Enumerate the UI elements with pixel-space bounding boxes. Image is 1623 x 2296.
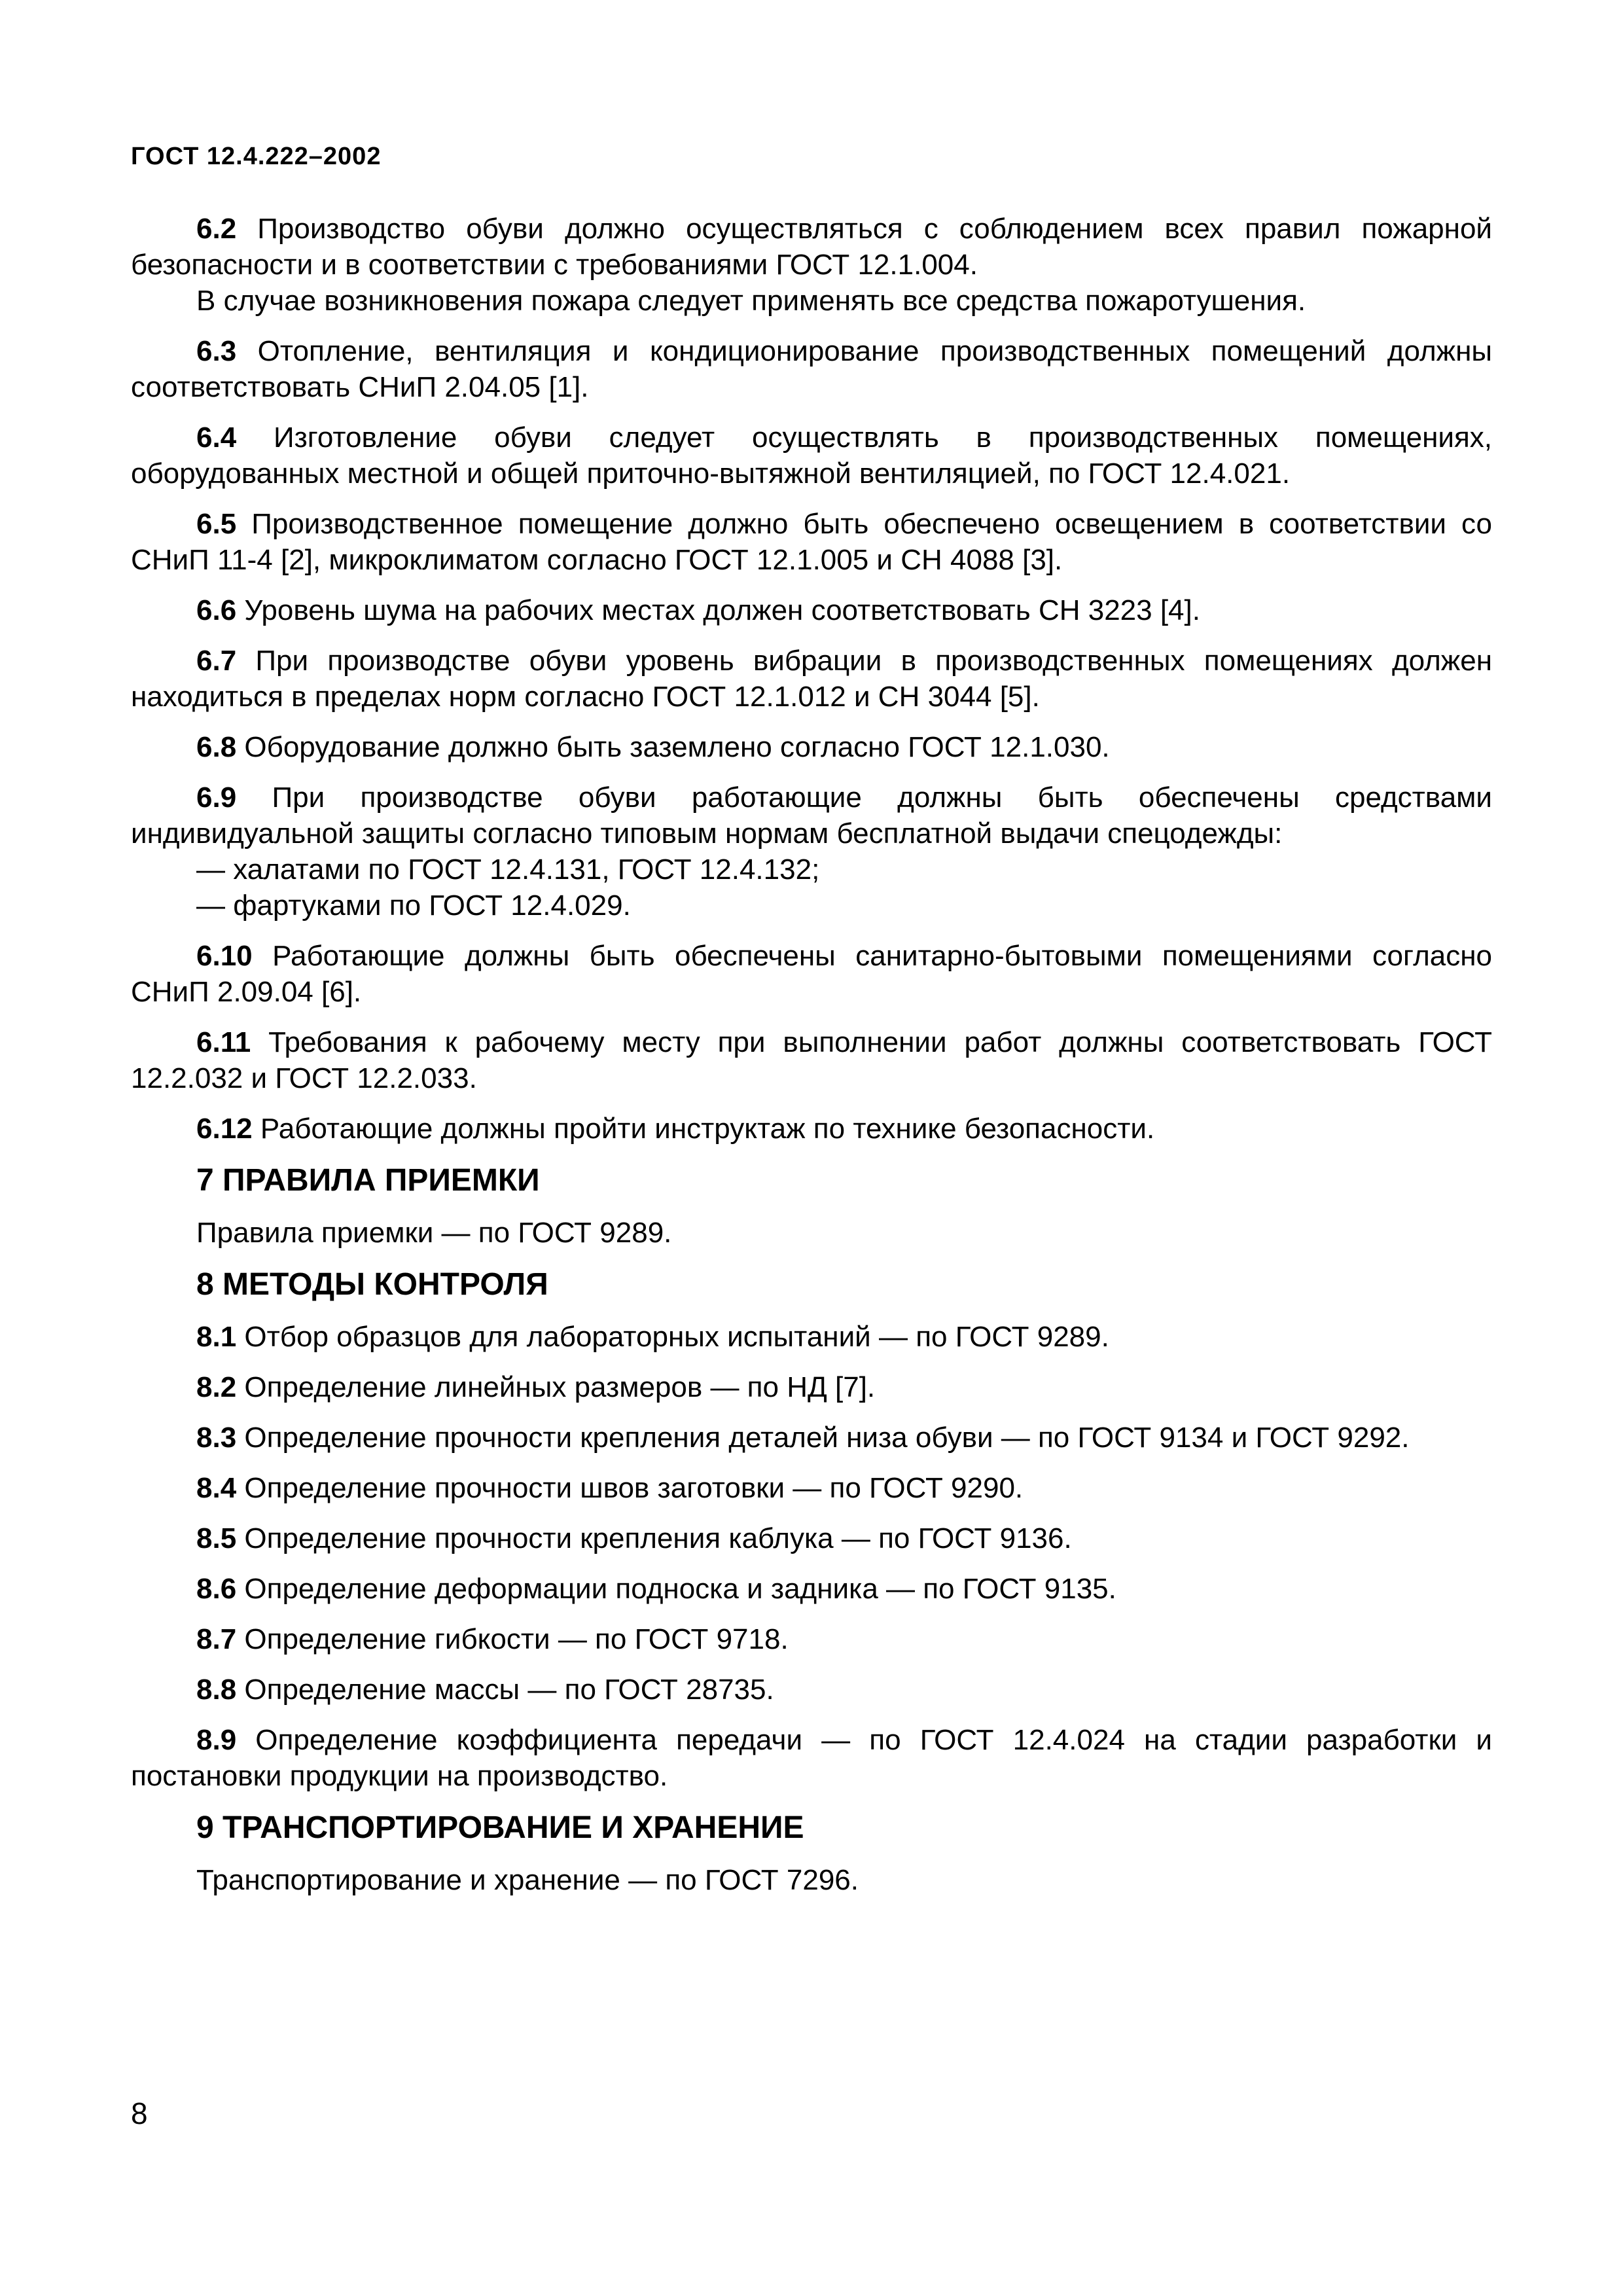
clause-8-7 bbox=[131, 1621, 1492, 1657]
section-heading-9: 9 ТРАНСПОРТИРОВАНИЕ И ХРАНЕНИЕ bbox=[196, 1810, 804, 1845]
clause-text: Отбор образцов для лабораторных испытаний — по ГОСТ 9289. bbox=[236, 1321, 1109, 1353]
clause-text: При производстве обуви работающие должны быть обеспечены средствами индивидуальной защиты согласно типовым нормам бесплатной выдачи спецодежды: bbox=[131, 781, 1492, 850]
document-code-header: ГОСТ 12.4.222–2002 bbox=[131, 143, 382, 170]
clause-6-8 bbox=[131, 729, 1492, 765]
clause-text: Отопление, вентиляция и кондиционирование производственных помещений должны соответствовать СНиП 2.04.05 [1]. bbox=[131, 335, 1492, 403]
clause-6-7 bbox=[131, 643, 1492, 715]
clause-number: 8.5 bbox=[196, 1522, 237, 1554]
clause-number: 6.2 bbox=[196, 213, 237, 245]
clause-text: Определение линейных размеров — по НД [7]. bbox=[236, 1371, 876, 1403]
section-heading-8: 8 МЕТОДЫ КОНТРОЛЯ bbox=[196, 1267, 548, 1302]
clause-number: 6.8 bbox=[196, 731, 237, 763]
clause-text: Изготовление обуви следует осуществлять в производственных помещениях, оборудованных местной и общей приточно-вытяжной вентиляцией, по ГОСТ 12.4.021. bbox=[131, 422, 1492, 490]
clause-6-11 bbox=[131, 1024, 1492, 1096]
page-content bbox=[131, 211, 1492, 1912]
clause-8-3 bbox=[131, 1420, 1492, 1456]
clause-8-5 bbox=[131, 1520, 1492, 1556]
clause-number: 8.4 bbox=[196, 1472, 237, 1504]
clause-text: Требования к рабочему месту при выполнении работ должны соответствовать ГОСТ 12.2.032 и ГОСТ 12.2.033. bbox=[131, 1026, 1492, 1094]
section-heading-7: 7 ПРАВИЛА ПРИЕМКИ bbox=[196, 1163, 540, 1198]
clause-number: 8.6 bbox=[196, 1573, 237, 1605]
clause-8-9 bbox=[131, 1722, 1492, 1794]
clause-6-2-extra: В случае возникновения пожара следует применять все средства пожаротушения. bbox=[196, 285, 1306, 317]
clause-text: Работающие должны быть обеспечены санитарно-бытовыми помещениями согласно СНиП 2.09.04 [6]. bbox=[131, 940, 1492, 1008]
clause-number: 6.6 bbox=[196, 594, 237, 626]
clause-text: Определение гибкости — по ГОСТ 9718. bbox=[236, 1623, 789, 1655]
clause-number: 8.9 bbox=[196, 1724, 237, 1756]
clause-number: 6.10 bbox=[196, 940, 253, 972]
clause-number: 6.5 bbox=[196, 508, 237, 540]
clause-8-4 bbox=[131, 1470, 1492, 1506]
clause-text: Производство обуви должно осуществляться с соблюдением всех правил пожарной безопасности и в соответствии с требованиями ГОСТ 12.1.004. bbox=[131, 213, 1492, 281]
clause-text: Уровень шума на рабочих местах должен соответствовать СН 3223 [4]. bbox=[236, 594, 1200, 626]
clause-text: Определение деформации подноска и задника — по ГОСТ 9135. bbox=[236, 1573, 1116, 1605]
clause-number: 8.2 bbox=[196, 1371, 237, 1403]
list-item: — халатами по ГОСТ 12.4.131, ГОСТ 12.4.132; bbox=[196, 853, 820, 886]
clause-text: Оборудование должно быть заземлено согласно ГОСТ 12.1.030. bbox=[236, 731, 1110, 763]
clause-text: При производстве обуви уровень вибрации в производственных помещениях должен находиться в пределах норм согласно ГОСТ 12.1.012 и СН 3044 [5]. bbox=[131, 645, 1492, 713]
clause-number: 6.7 bbox=[196, 645, 237, 677]
clause-8-1 bbox=[131, 1319, 1492, 1355]
clause-6-4 bbox=[131, 420, 1492, 492]
clause-number: 8.8 bbox=[196, 1674, 237, 1706]
clause-6-3 bbox=[131, 333, 1492, 405]
clause-number: 6.12 bbox=[196, 1113, 253, 1145]
clause-8-2 bbox=[131, 1369, 1492, 1405]
clause-6-12 bbox=[131, 1111, 1492, 1147]
clause-text: Определение прочности крепления каблука — по ГОСТ 9136. bbox=[236, 1522, 1072, 1554]
clause-text: Определение прочности крепления деталей низа обуви — по ГОСТ 9134 и ГОСТ 9292. bbox=[236, 1422, 1410, 1454]
clause-6-10 bbox=[131, 938, 1492, 1010]
clause-text: Производственное помещение должно быть обеспечено освещением в соответствии со СНиП 11-4 [2], микроклиматом согласно ГОСТ 12.1.005 и СН 4088 [3]. bbox=[131, 508, 1492, 576]
clause-number: 8.3 bbox=[196, 1422, 237, 1454]
clause-text: Определение коэффициента передачи — по ГОСТ 12.4.024 на стадии разработки и постановки продукции на производство. bbox=[131, 1724, 1492, 1792]
section-7-text: Правила приемки — по ГОСТ 9289. bbox=[196, 1217, 672, 1249]
clause-number: 8.1 bbox=[196, 1321, 237, 1353]
clause-6-6 bbox=[131, 592, 1492, 628]
clause-number: 6.11 bbox=[196, 1026, 251, 1058]
clause-number: 6.9 bbox=[196, 781, 237, 814]
clause-number: 8.7 bbox=[196, 1623, 237, 1655]
clause-number: 6.4 bbox=[196, 422, 237, 454]
clause-6-2 bbox=[131, 211, 1492, 283]
clause-6-9 bbox=[131, 780, 1492, 852]
clause-number: 6.3 bbox=[196, 335, 237, 367]
clause-6-5 bbox=[131, 506, 1492, 578]
page-number: 8 bbox=[131, 2096, 148, 2130]
clause-text: Определение массы — по ГОСТ 28735. bbox=[236, 1674, 774, 1706]
clause-8-8 bbox=[131, 1672, 1492, 1708]
section-9-text: Транспортирование и хранение — по ГОСТ 7296. bbox=[196, 1864, 859, 1896]
clause-text: Работающие должны пройти инструктаж по технике безопасности. bbox=[252, 1113, 1155, 1145]
clause-text: Определение прочности швов заготовки — по ГОСТ 9290. bbox=[236, 1472, 1024, 1504]
clause-8-6 bbox=[131, 1571, 1492, 1607]
list-item: — фартуками по ГОСТ 12.4.029. bbox=[196, 889, 631, 922]
